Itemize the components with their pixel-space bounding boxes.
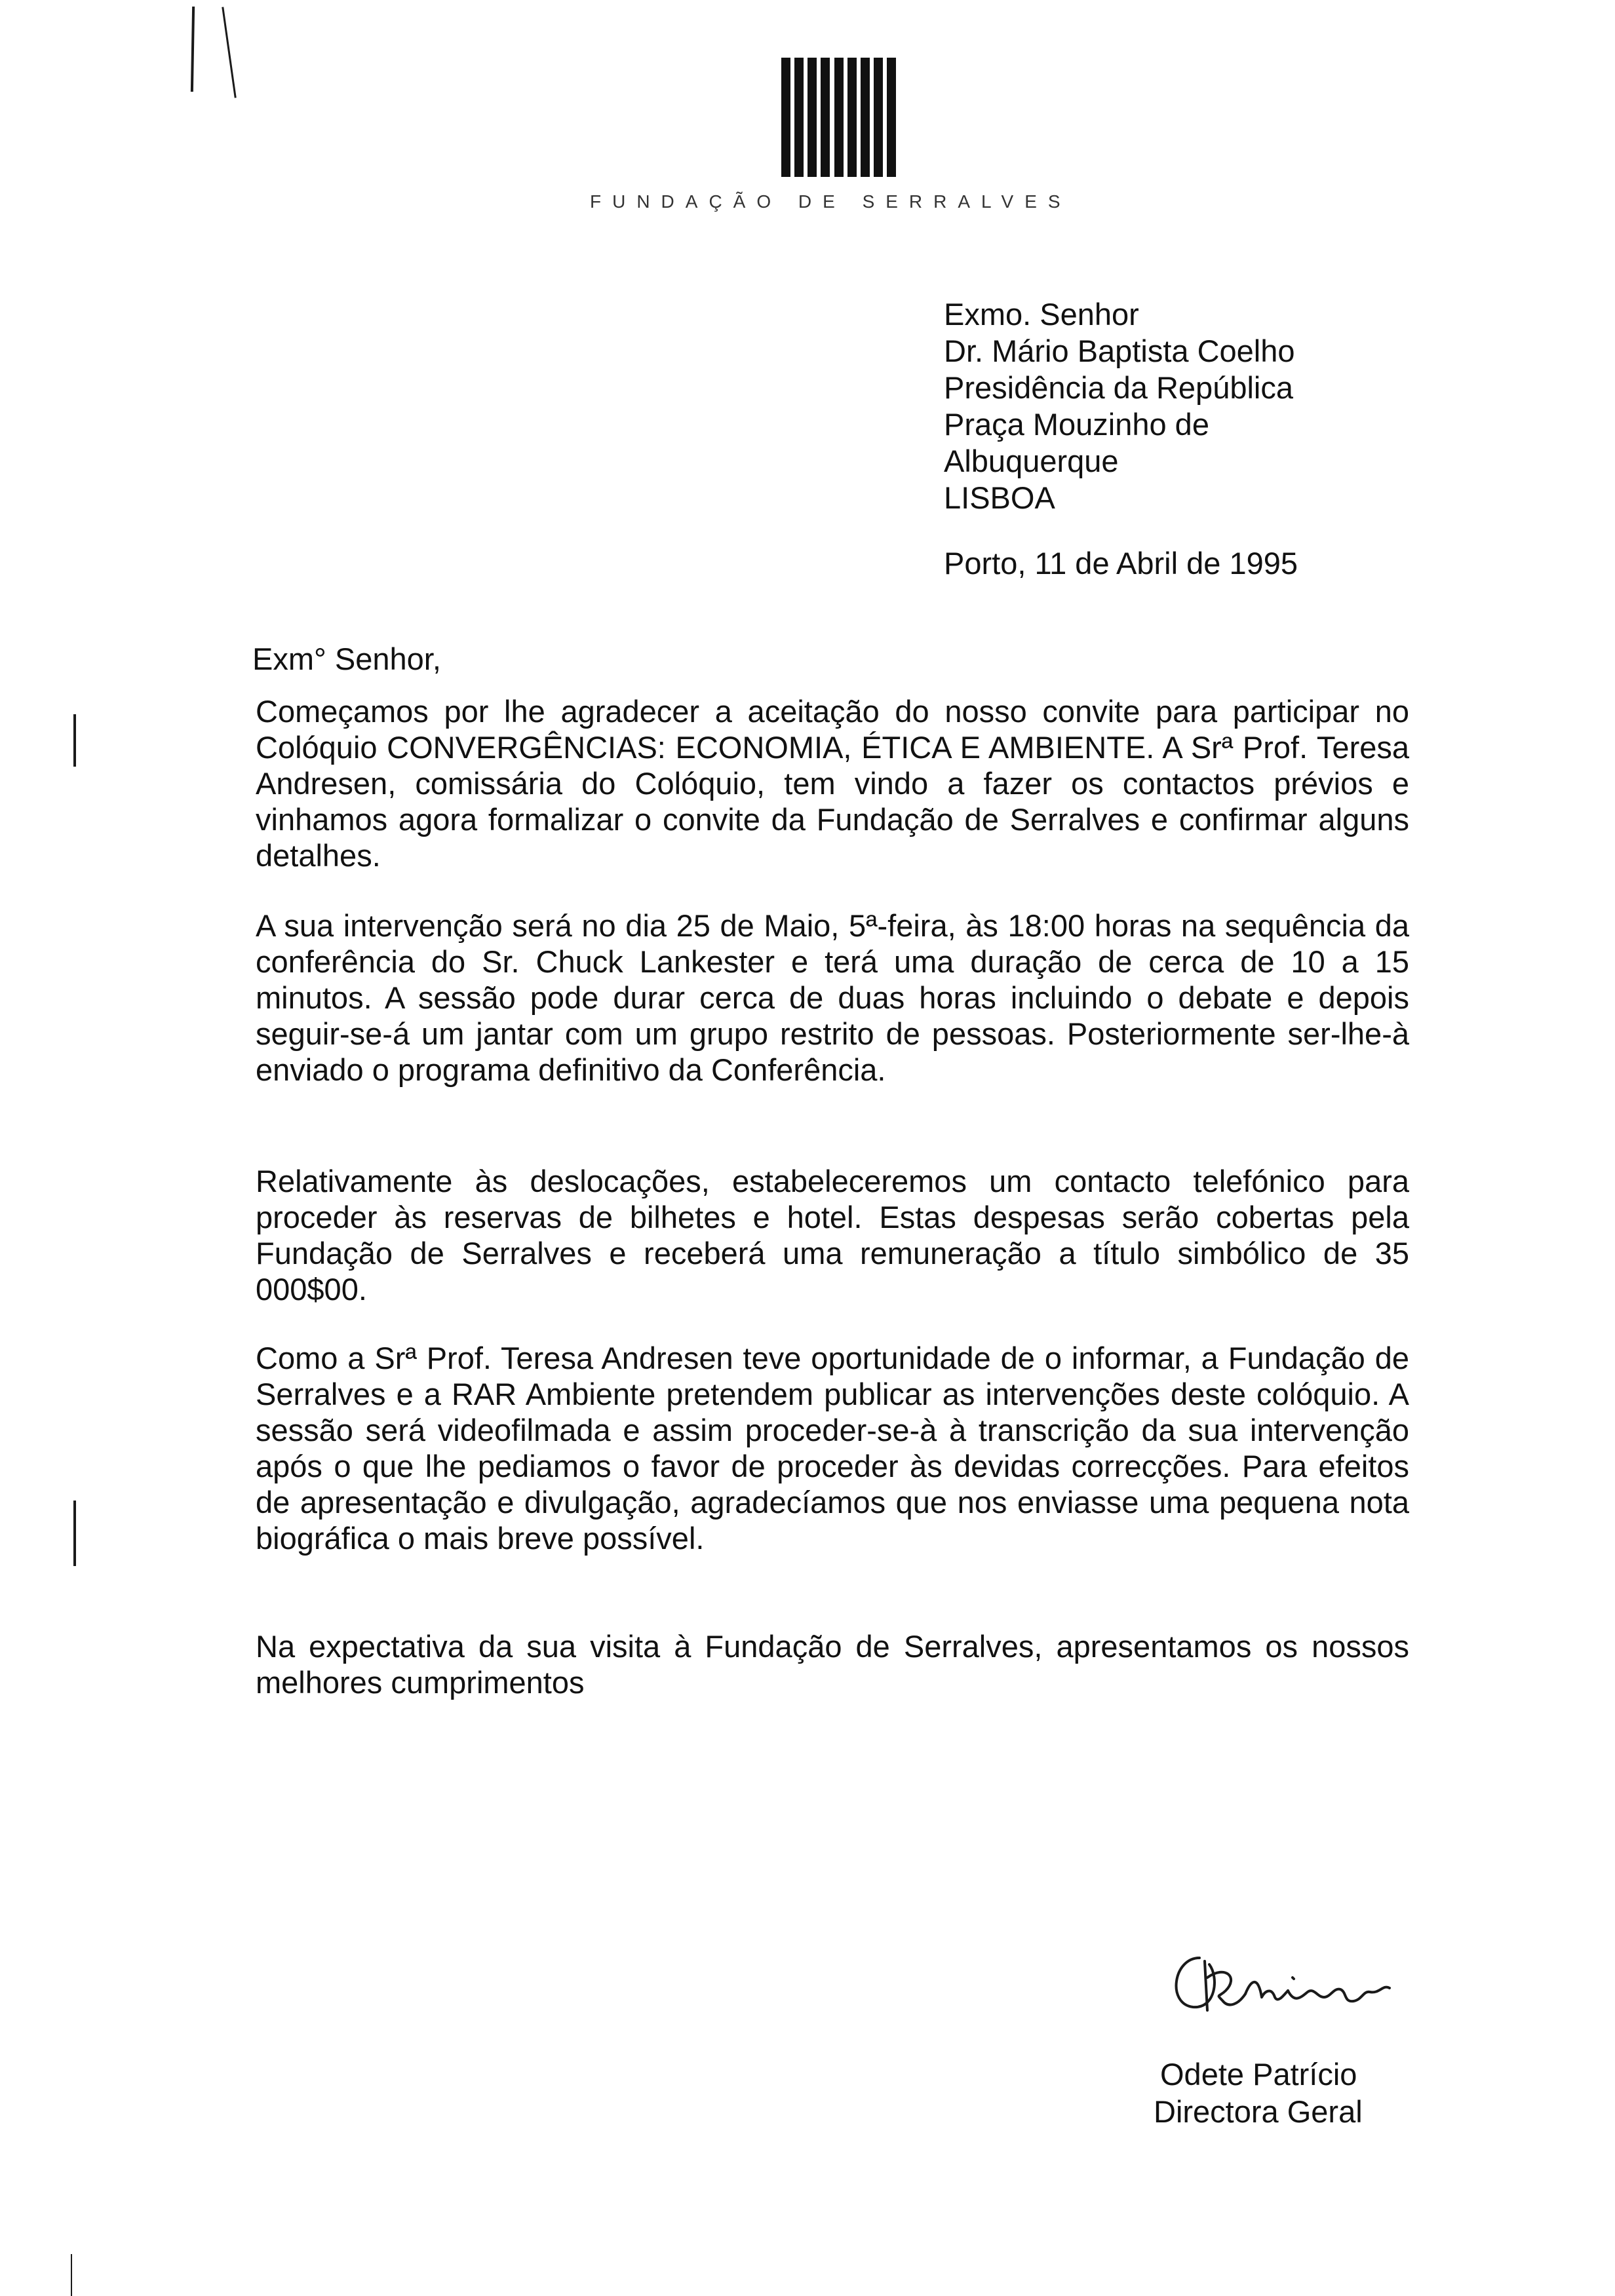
serralves-logo-icon (781, 58, 897, 177)
body-paragraph: Como a Srª Prof. Teresa Andresen teve oportunidade de o informar, a Fundação de Serralves e a RAR Ambiente pretendem publicar as intervenções deste colóquio. A sessão será videofilmada e assim proceder-se-à à transcrição da sua intervenção após o que lhe pediamos o favor de proceder às devidas correcções. Para efeitos de apresentação e divulgação, agradecíamos que nos enviasse uma pequena nota biográfica o mais breve possível. (256, 1341, 1409, 1556)
scan-mark (73, 714, 76, 767)
recipient-line: Exmo. Senhor (944, 297, 1139, 332)
salutation: Exm° Senhor, (252, 641, 441, 676)
scan-mark (71, 2254, 72, 2296)
scan-mark (191, 7, 195, 92)
letterhead-caption: FUNDAÇÃO DE SERRALVES (590, 191, 1072, 212)
recipient-address (944, 296, 1295, 516)
recipient-line: LISBOA (944, 480, 1055, 515)
handwritten-signature (1154, 1932, 1435, 2037)
recipient-line: Albuquerque (944, 444, 1119, 478)
scan-mark (222, 7, 236, 98)
recipient-line: Dr. Mário Baptista Coelho (944, 334, 1295, 368)
letter-date: Porto, 11 de Abril de 1995 (944, 546, 1298, 581)
body-paragraph: A sua intervenção será no dia 25 de Maio, 5ª-feira, às 18:00 horas na sequência da conferência do Sr. Chuck Lankester e terá uma duração de cerca de 10 a 15 minutos. A sessão pode durar cerca de duas horas incluindo o debate e depois seguir-se-á um jantar com um grupo restrito de pessoas. Posteriormente ser-lhe-à enviado o programa definitivo da Conferência. (256, 908, 1409, 1087)
body-paragraph: Começamos por lhe agradecer a aceitação do nosso convite para participar no Colóquio CONVERGÊNCIAS: ECONOMIA, ÉTICA E AMBIENTE. A Srª Prof. Teresa Andresen, comissária do Colóquio, tem vindo a fazer os contactos prévios e vinhamos agora formalizar o convite da Fundação de Serralves e confirmar alguns detalhes. (256, 694, 1409, 873)
recipient-line: Presidência da República (944, 370, 1293, 405)
body-paragraph: Na expectativa da sua visita à Fundação de Serralves, apresentamos os nossos melhores cumprimentos (256, 1629, 1409, 1700)
recipient-line: Praça Mouzinho de (944, 407, 1209, 442)
body-paragraph: Relativamente às deslocações, estabeleceremos um contacto telefónico para proceder às reservas de bilhetes e hotel. Estas despesas serão cobertas pela Fundação de Serralves e receberá uma remuneração a título simbólico de 35 000$00. (256, 1164, 1409, 1307)
signatory-name: Odete Patrício (1160, 2057, 1357, 2092)
scan-mark (73, 1501, 76, 1566)
signatory-title: Directora Geral (1154, 2094, 1363, 2129)
